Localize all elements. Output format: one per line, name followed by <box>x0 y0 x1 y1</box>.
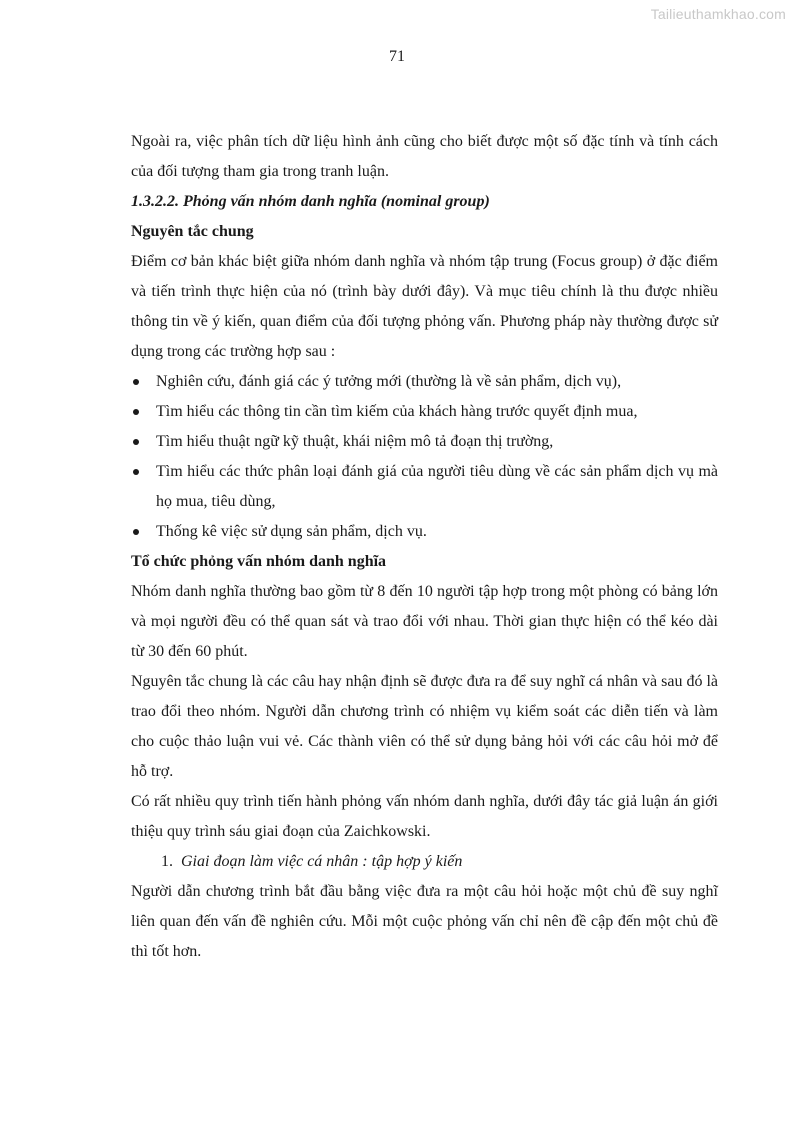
principle-paragraph: Điểm cơ bản khác biệt giữa nhóm danh nghĩa và nhóm tập trung (Focus group) ở đặc điểm và tiến trình thực hiện của nó (trình bày dưới đây). Và mục tiêu chính là thu được nhiều thông tin về ý kiến, quan điểm của đối tượng phỏng vấn. Phương pháp này thường được sử dụng trong các trường hợp sau : <box>131 253 718 360</box>
document-body <box>131 127 718 967</box>
bullet-item: Tìm hiểu thuật ngữ kỹ thuật, khái niệm mô tả đoạn thị trường, <box>131 427 718 457</box>
section-heading: 1.3.2.2. Phỏng vấn nhóm danh nghĩa (nominal group) <box>131 193 490 210</box>
usage-bullet-list <box>131 367 718 547</box>
organization-heading: Tổ chức phỏng vấn nhóm danh nghĩa <box>131 553 387 570</box>
page-number: 71 <box>389 48 405 65</box>
bullet-item: Tìm hiểu các thông tin cần tìm kiếm của khách hàng trước quyết định mua, <box>131 397 718 427</box>
bullet-item: Tìm hiểu các thức phân loại đánh giá của người tiêu dùng về các sản phẩm dịch vụ mà họ mua, tiêu dùng, <box>131 457 718 517</box>
bullet-item: Nghiên cứu, đánh giá các ý tưởng mới (thường là về sản phẩm, dịch vụ), <box>131 367 718 397</box>
intro-paragraph: Ngoài ra, việc phân tích dữ liệu hình ảnh cũng cho biết được một số đặc tính và tính cách của đối tượng tham gia trong tranh luận. <box>131 133 718 180</box>
step-1-paragraph: Người dẫn chương trình bắt đầu bằng việc đưa ra một câu hỏi hoặc một chủ đề suy nghĩ liên quan đến vấn đề nghiên cứu. Mỗi một cuộc phỏng vấn chỉ nên đề cập đến một chủ đề thì tốt hơn. <box>131 883 718 960</box>
step-number: 1. <box>161 853 173 870</box>
watermark-text: Tailieuthamkhao.com <box>650 6 786 22</box>
rule-paragraph: Nguyên tắc chung là các câu hay nhận định sẽ được đưa ra để suy nghĩ cá nhân và sau đó là trao đổi theo nhóm. Người dẫn chương trình có nhiệm vụ kiểm soát các diễn tiến và làm cho cuộc thảo luận vui vẻ. Các thành viên có thể sử dụng bảng hỏi với các câu hỏi mở để hỗ trợ. <box>131 673 718 780</box>
step-1-heading <box>131 847 718 877</box>
step-label: Giai đoạn làm việc cá nhân : tập hợp ý kiến <box>181 853 463 870</box>
organization-paragraph: Nhóm danh nghĩa thường bao gồm từ 8 đến 10 người tập hợp trong một phòng có bảng lớn và mọi người đều có thể quan sát và trao đổi với nhau. Thời gian thực hiện có thể kéo dài từ 30 đến 60 phút. <box>131 583 718 660</box>
principle-heading: Nguyên tắc chung <box>131 223 254 240</box>
bullet-item: Thống kê việc sử dụng sản phẩm, dịch vụ. <box>131 517 718 547</box>
process-paragraph: Có rất nhiều quy trình tiến hành phỏng vấn nhóm danh nghĩa, dưới đây tác giả luận án giới thiệu quy trình sáu giai đoạn của Zaichkowski. <box>131 793 718 840</box>
